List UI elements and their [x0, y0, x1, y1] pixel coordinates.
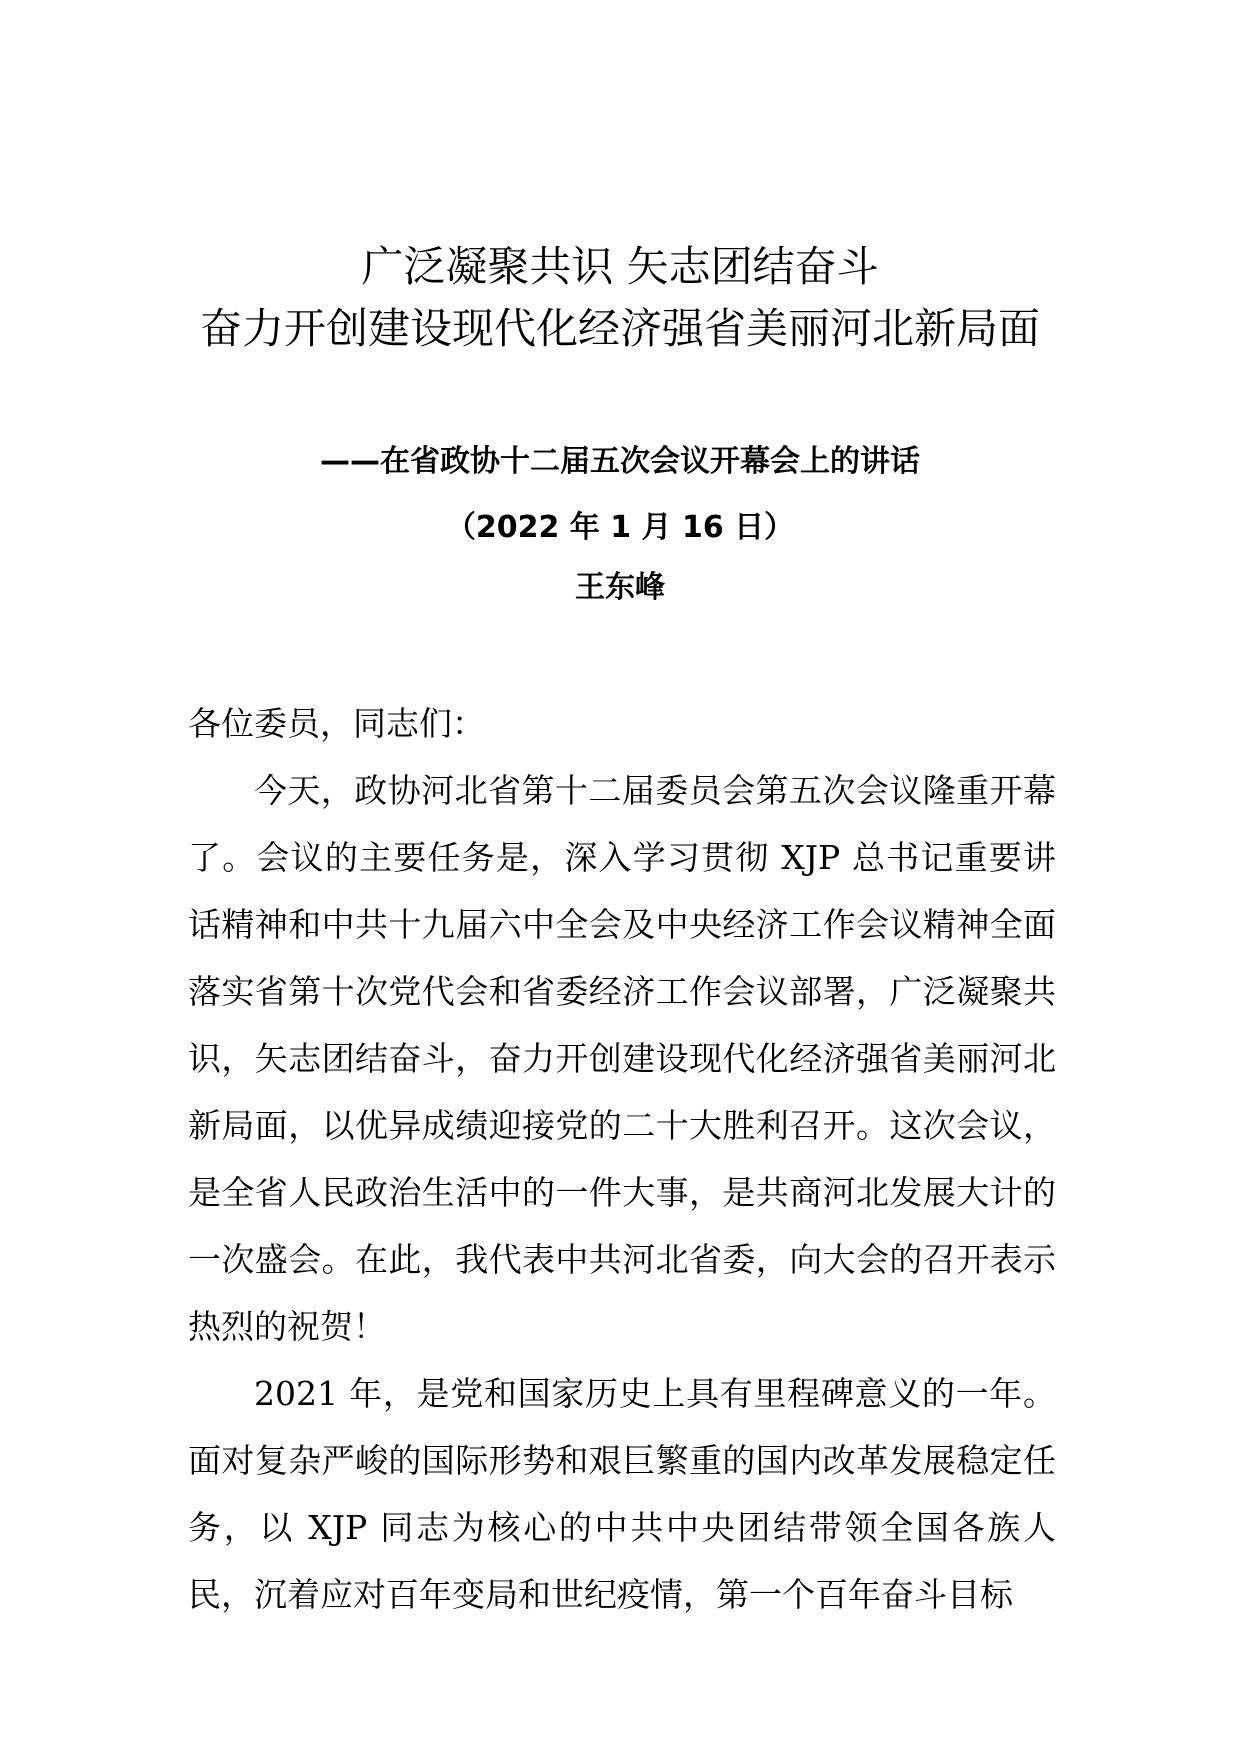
title-line-1: 广泛凝聚共识 矢志团结奋斗 — [361, 242, 879, 291]
body-text — [188, 690, 1056, 1628]
salutation: 各位委员，同志们： — [188, 704, 485, 743]
speech-date: （2022 年 1 月 16 日） — [445, 510, 795, 545]
paragraph: 今天，政协河北省第十二届委员会第五次会议隆重开幕了。会议的主要任务是，深入学习贯彻 XJP 总书记重要讲话精神和中共十九届六中全会及中央经济工作会议精神全面落实省第十次党代会和省委经济工作会议部署，广泛凝聚共识，矢志团结奋斗，奋力开创建设现代化经济强省美丽河北新局面，以优异成绩迎接党的二十大胜利召开。这次会议，是全省人民政治生活中的一件大事，是共商河北发展大计的一次盛会。在此，我代表中共河北省委，向大会的召开表示热烈的祝贺！ — [188, 771, 1056, 1346]
title-block — [180, 236, 1060, 360]
subtitle: ——在省政协十二届五次会议开幕会上的讲话 — [320, 444, 920, 479]
paragraph: 2021 年，是党和国家历史上具有里程碑意义的一年。面对复杂严峻的国际形势和艰巨繁重的国内改革发展稳定任务，以 XJP 同志为核心的中共中央团结带领全国各族人民，沉着应对百年变局和世纪疫情，第一个百年奋斗目标 — [188, 1374, 1056, 1614]
author-name: 王东峰 — [575, 570, 665, 605]
title-line-2: 奋力开创建设现代化经济强省美丽河北新局面 — [199, 304, 1040, 353]
